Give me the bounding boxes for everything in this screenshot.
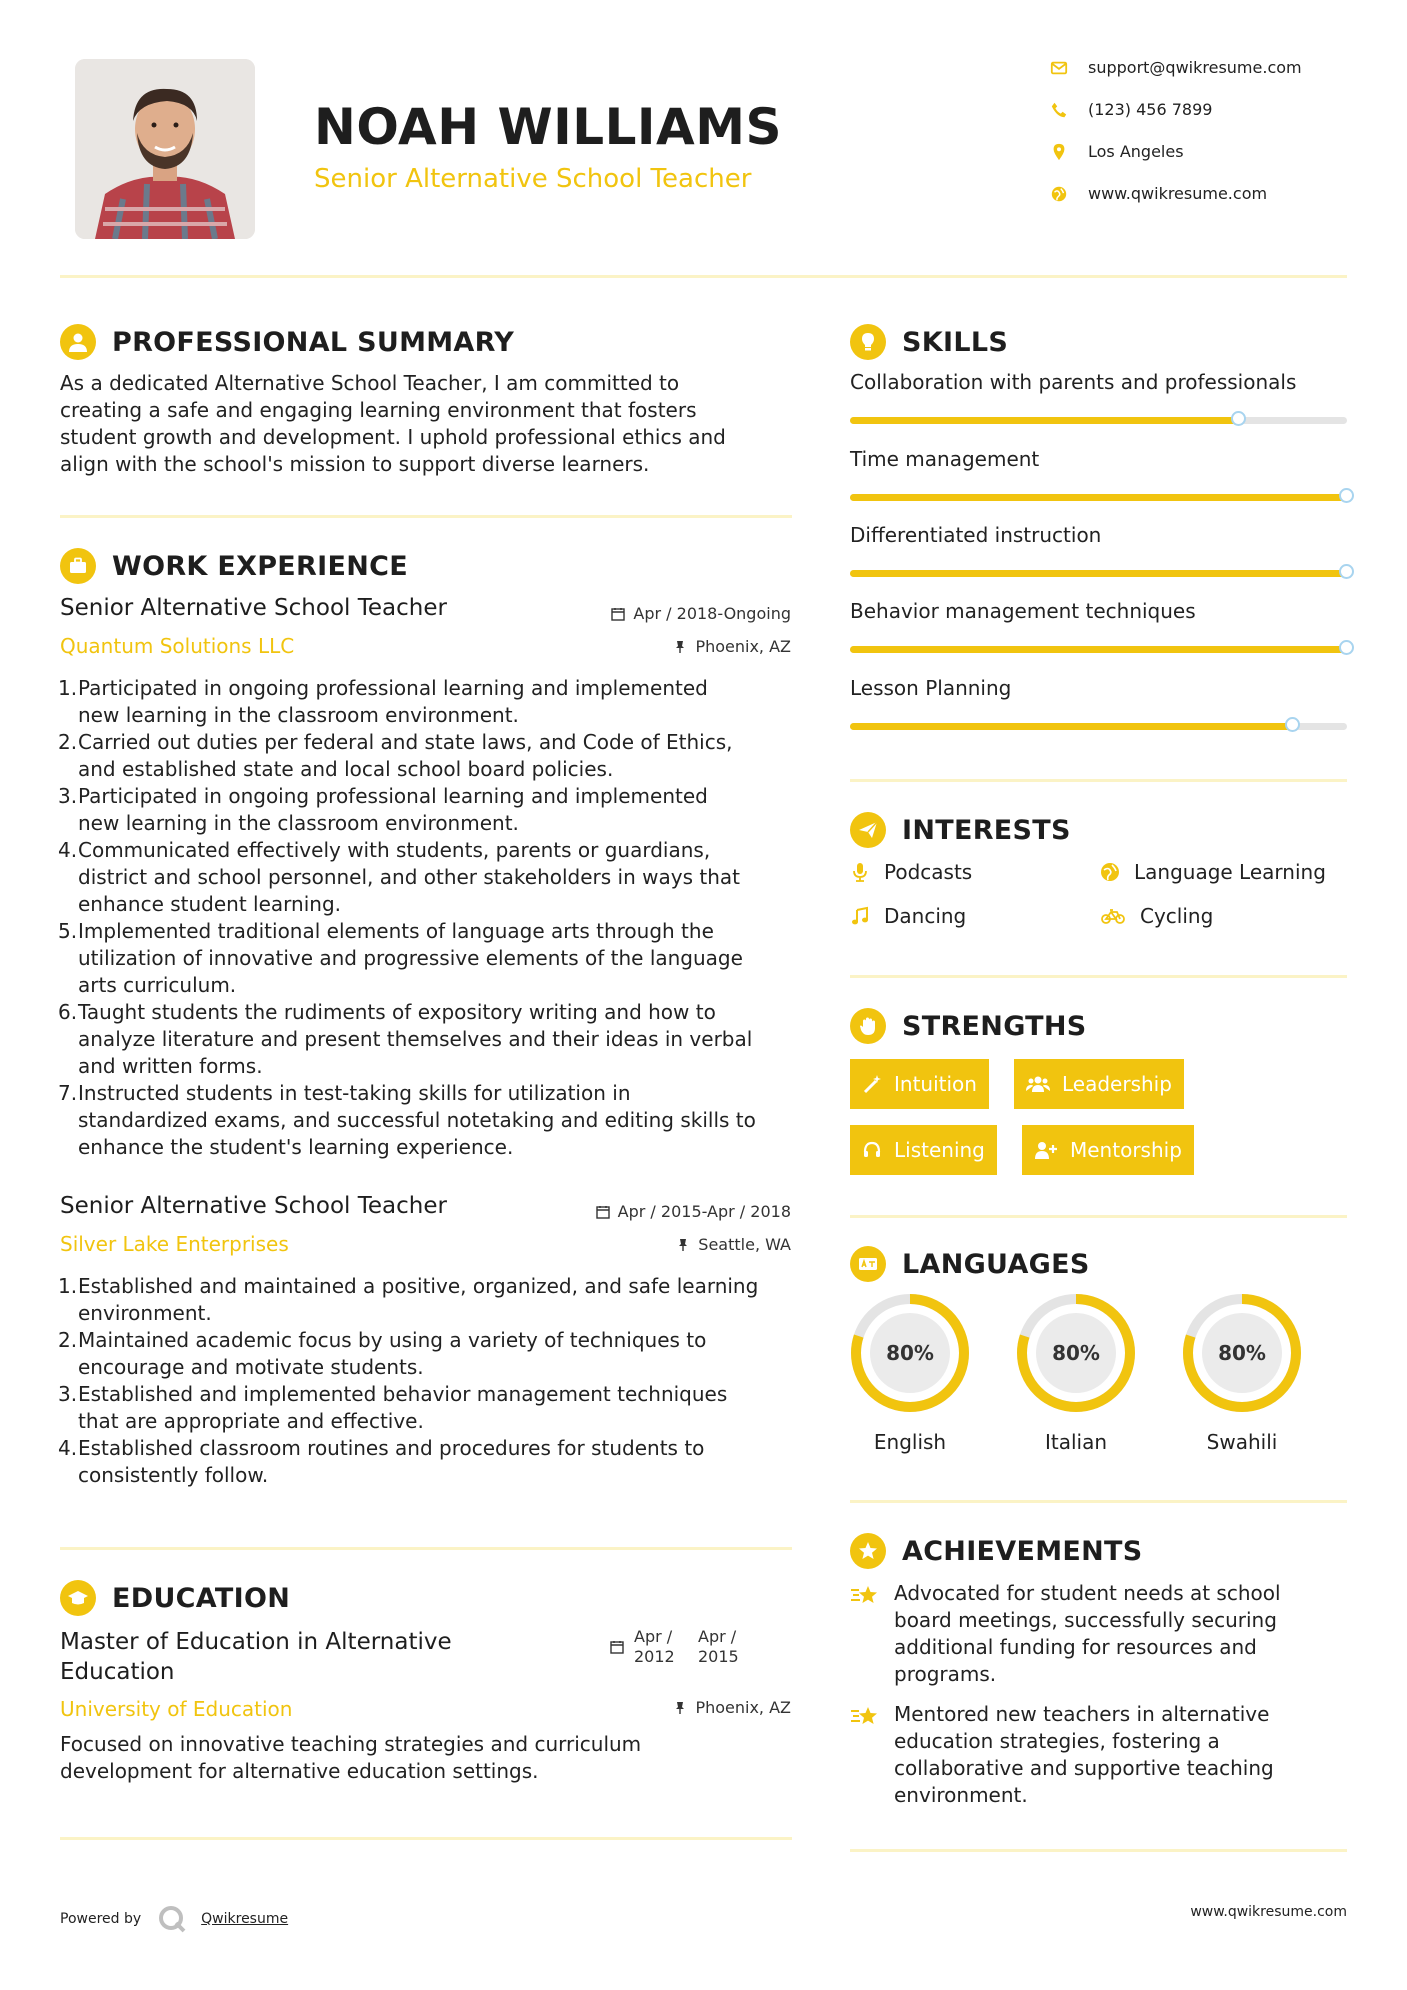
job-company: Silver Lake Enterprises — [60, 1232, 289, 1256]
candidate-name: NOAH WILLIAMS — [314, 98, 782, 156]
globe-icon — [1100, 862, 1120, 882]
pushpin-icon — [676, 1238, 690, 1252]
skill-bar-fill — [850, 646, 1347, 653]
microphone-icon — [850, 862, 870, 882]
skill-bar — [850, 646, 1347, 653]
job-location: Seattle, WA — [676, 1235, 791, 1254]
education-location: Phoenix, AZ — [673, 1698, 791, 1717]
users-icon — [1026, 1074, 1050, 1094]
experience-divider — [60, 1547, 792, 1550]
phone-icon — [1050, 101, 1068, 119]
contact-location: Los Angeles — [1050, 142, 1184, 161]
strength-tag: Mentorship — [1022, 1125, 1194, 1175]
star-badge-icon — [850, 1533, 886, 1569]
achievement-item: Mentored new teachers in alternative education strategies, fostering a collaborative and supportive teaching environment. — [850, 1701, 1347, 1809]
skill-bar-knob — [1339, 488, 1354, 503]
interest-item: Language Learning — [1100, 860, 1326, 884]
qwikresume-logo-icon — [157, 1904, 187, 1934]
list-item: 4. Established classroom routines and procedures for students to consistently follow. — [58, 1436, 705, 1487]
languages-divider — [850, 1500, 1347, 1503]
language-ring — [1016, 1293, 1136, 1413]
list-item: 1. Participated in ongoing professional learning and implemented new learning in the classroom environment. — [58, 676, 708, 727]
music-note-icon — [850, 906, 870, 926]
education-heading: EDUCATION — [60, 1580, 290, 1616]
skill-bar-knob — [1285, 717, 1300, 732]
achievements-divider — [850, 1849, 1347, 1852]
interests-heading: INTERESTS — [850, 812, 1071, 848]
list-item: 3. Established and implemented behavior management techniques that are appropriate and effective. — [58, 1382, 728, 1433]
summary-text: As a dedicated Alternative School Teacher, I am committed to creating a safe and engaging learning environment that fosters student growth and development. I uphold professional ethics and align with the school's mission to support diverse learners. — [60, 371, 726, 476]
user-icon — [60, 324, 96, 360]
bicycle-icon — [1100, 906, 1126, 926]
degree-title: Master of Education in Alternative Education — [60, 1629, 452, 1685]
skills-heading: SKILLS — [850, 324, 1008, 360]
skill-bar — [850, 417, 1347, 424]
envelope-icon — [1050, 59, 1068, 77]
skill-bar — [850, 570, 1347, 577]
calendar-icon — [611, 607, 625, 621]
list-item: 6. Taught students the rudiments of expository writing and how to analyze literature and present themselves and their ideas in verbal and written forms. — [58, 1000, 753, 1078]
skill-bar-fill — [850, 494, 1347, 501]
strength-tag: Intuition — [850, 1059, 989, 1109]
list-item: 5. Implemented traditional elements of language arts through the utilization of innovative and progressive elements of the language arts curriculum. — [58, 919, 743, 997]
magic-wand-icon — [862, 1074, 882, 1094]
skill-label: Lesson Planning — [850, 676, 1012, 700]
language-card-icon — [850, 1246, 886, 1282]
list-item: 4. Communicated effectively with students, parents or guardians, district and school personnel, and other stakeholders in ways that enhance student learning. — [58, 838, 740, 916]
list-item: 3. Participated in ongoing professional learning and implemented new learning in the classroom environment. — [58, 784, 708, 835]
skill-bar-knob — [1231, 411, 1246, 426]
languages-heading: LANGUAGES — [850, 1246, 1090, 1282]
headphones-icon — [862, 1140, 882, 1160]
list-item: 2. Maintained academic focus by using a variety of techniques to encourage and motivate students. — [58, 1328, 707, 1379]
skills-divider — [850, 779, 1347, 782]
job-location: Phoenix, AZ — [673, 637, 791, 656]
summary-heading: PROFESSIONAL SUMMARY — [60, 324, 514, 360]
shooting-star-icon — [850, 1703, 880, 1731]
footer-powered-by: Powered by Qwikresume — [60, 1904, 288, 1934]
language-name: Italian — [1044, 1430, 1108, 1454]
paper-plane-icon — [850, 812, 886, 848]
skill-bar-fill — [850, 570, 1347, 577]
skill-bar — [850, 723, 1347, 730]
interest-item: Dancing — [850, 904, 966, 928]
education-description: Focused on innovative teaching strategies and curriculum development for alternative education settings. — [60, 1732, 642, 1783]
skill-bar-fill — [850, 723, 1292, 730]
achievements-heading: ACHIEVEMENTS — [850, 1533, 1143, 1569]
calendar-icon — [610, 1640, 624, 1654]
language-ring — [1182, 1293, 1302, 1413]
job-date: Apr / 2015-Apr / 2018 — [596, 1202, 791, 1221]
education-divider — [60, 1837, 792, 1840]
achievement-item: Advocated for student needs at school board meetings, successfully securing additional funding for resources and programs. — [850, 1580, 1347, 1688]
ring-percent-label: 80% — [1218, 1341, 1266, 1365]
skill-bar-knob — [1339, 564, 1354, 579]
education-dates: Apr / 2012 Apr / 2015 — [610, 1627, 739, 1667]
job-title: Senior Alternative School Teacher — [60, 1193, 447, 1219]
job-responsibilities — [58, 675, 818, 1161]
header-divider — [60, 275, 1347, 278]
contact-email[interactable]: support@qwikresume.com — [1050, 58, 1302, 77]
language-name: Swahili — [1206, 1430, 1278, 1454]
strength-tag: Leadership — [1014, 1059, 1184, 1109]
job-title: Senior Alternative School Teacher — [60, 595, 447, 621]
list-item: 1. Established and maintained a positive, organized, and safe learning environment. — [58, 1274, 759, 1325]
language-ring — [850, 1293, 970, 1413]
shooting-star-icon — [850, 1582, 880, 1610]
skill-bar-knob — [1339, 640, 1354, 655]
strengths-heading: STRENGTHS — [850, 1008, 1087, 1044]
map-pin-icon — [1050, 143, 1068, 161]
candidate-role: Senior Alternative School Teacher — [314, 164, 752, 194]
school-name: University of Education — [60, 1697, 293, 1721]
skill-label: Collaboration with parents and professionals — [850, 370, 1297, 394]
interest-item: Cycling — [1100, 904, 1213, 928]
qwikresume-link[interactable]: Qwikresume — [201, 1911, 289, 1927]
skill-label: Time management — [850, 447, 1040, 471]
contact-phone: (123) 456 7899 — [1050, 100, 1212, 119]
pushpin-icon — [673, 640, 687, 654]
skill-label: Behavior management techniques — [850, 599, 1196, 623]
briefcase-icon — [60, 548, 96, 584]
interests-divider — [850, 975, 1347, 978]
strengths-divider — [850, 1215, 1347, 1218]
interest-item: Podcasts — [850, 860, 972, 884]
lightbulb-icon — [850, 324, 886, 360]
profile-photo — [75, 59, 255, 239]
pushpin-icon — [673, 1701, 687, 1715]
language-name: English — [873, 1430, 947, 1454]
footer-website[interactable]: www.qwikresume.com — [1190, 1904, 1347, 1920]
job-company: Quantum Solutions LLC — [60, 634, 295, 658]
skill-label: Differentiated instruction — [850, 523, 1102, 547]
job-responsibilities — [58, 1273, 818, 1489]
list-item: 2. Carried out duties per federal and state laws, and Code of Ethics, and established state and local school board policies. — [58, 730, 733, 781]
ring-percent-label: 80% — [886, 1341, 934, 1365]
skill-bar-fill — [850, 417, 1238, 424]
ring-percent-label: 80% — [1052, 1341, 1100, 1365]
strength-tag: Listening — [850, 1125, 997, 1175]
experience-heading: WORK EXPERIENCE — [60, 548, 408, 584]
calendar-icon — [596, 1205, 610, 1219]
globe-icon — [1050, 185, 1068, 203]
add-user-icon — [1034, 1140, 1058, 1160]
graduation-cap-icon — [60, 1580, 96, 1616]
raised-hand-icon — [850, 1008, 886, 1044]
job-date: Apr / 2018-Ongoing — [611, 604, 791, 623]
skill-bar — [850, 494, 1347, 501]
contact-website[interactable]: www.qwikresume.com — [1050, 184, 1267, 203]
summary-divider — [60, 515, 792, 518]
list-item: 7. Instructed students in test-taking skills for utilization in standardized exams, and successful notetaking and editing skills to enhance the student's learning experience. — [58, 1081, 756, 1159]
